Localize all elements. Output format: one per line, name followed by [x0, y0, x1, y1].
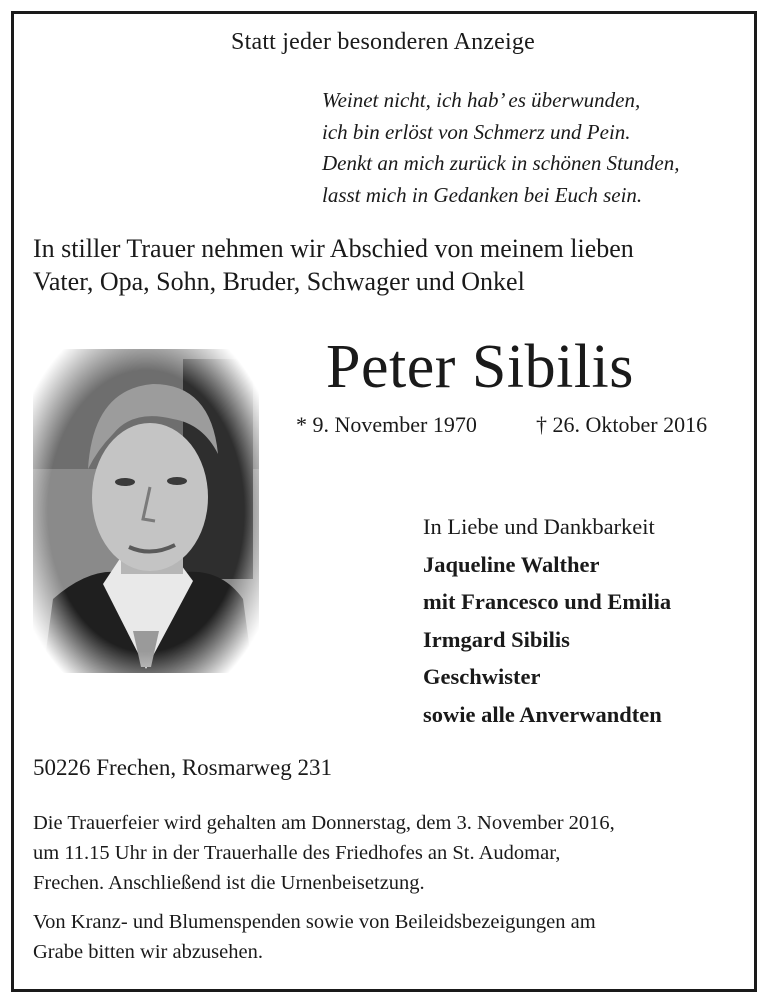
- mourner-name: Geschwister: [423, 664, 541, 689]
- death-date: † 26. Oktober 2016: [536, 412, 708, 437]
- intro-line: Vater, Opa, Sohn, Bruder, Schwager und Onkel: [33, 267, 525, 296]
- portrait-photo: [33, 349, 259, 673]
- poem-line: Denkt an mich zurück in schönen Stunden,: [322, 151, 680, 175]
- poem-line: Weinet nicht, ich hab’ es überwunden,: [322, 88, 641, 112]
- mourner-name: mit Francesco und Emilia: [423, 589, 672, 614]
- flowers-notice: [33, 907, 596, 967]
- intro-text: [33, 232, 634, 298]
- poem-line: ich bin erlöst von Schmerz und Pein.: [322, 119, 631, 144]
- mourner-name: sowie alle Anverwandten: [423, 701, 662, 727]
- mourner-name: Irmgard Sibilis: [423, 626, 570, 652]
- poem: [322, 85, 680, 211]
- mourners-opening: In Liebe und Dankbarkeit: [423, 514, 655, 539]
- ceremony-line: um 11.15 Uhr in der Trauerhalle des Friedhofes an St. Audomar,: [33, 842, 561, 864]
- ceremony-notice: [33, 808, 615, 898]
- ceremony-line: Die Trauerfeier wird gehalten am Donnerstag, dem 3. November 2016,: [33, 812, 615, 834]
- flowers-line: Grabe bitten wir abzusehen.: [33, 941, 263, 963]
- birth-date: * 9. November 1970: [296, 412, 477, 437]
- poem-line: lasst mich in Gedanken bei Euch sein.: [322, 182, 643, 207]
- ceremony-line: Frechen. Anschließend ist die Urnenbeisetzung.: [33, 872, 425, 894]
- flowers-line: Von Kranz- und Blumenspenden sowie von Beileidsbezeigungen am: [33, 911, 596, 933]
- address: 50226 Frechen, Rosmarweg 231: [33, 755, 332, 780]
- mourner-name: Jaqueline Walther: [423, 551, 600, 577]
- header-title: Statt jeder besonderen Anzeige: [231, 29, 535, 55]
- mourners-list: [423, 508, 671, 733]
- intro-line: In stiller Trauer nehmen wir Abschied von meinem lieben: [33, 234, 634, 263]
- deceased-name: Peter Sibilis: [326, 333, 634, 401]
